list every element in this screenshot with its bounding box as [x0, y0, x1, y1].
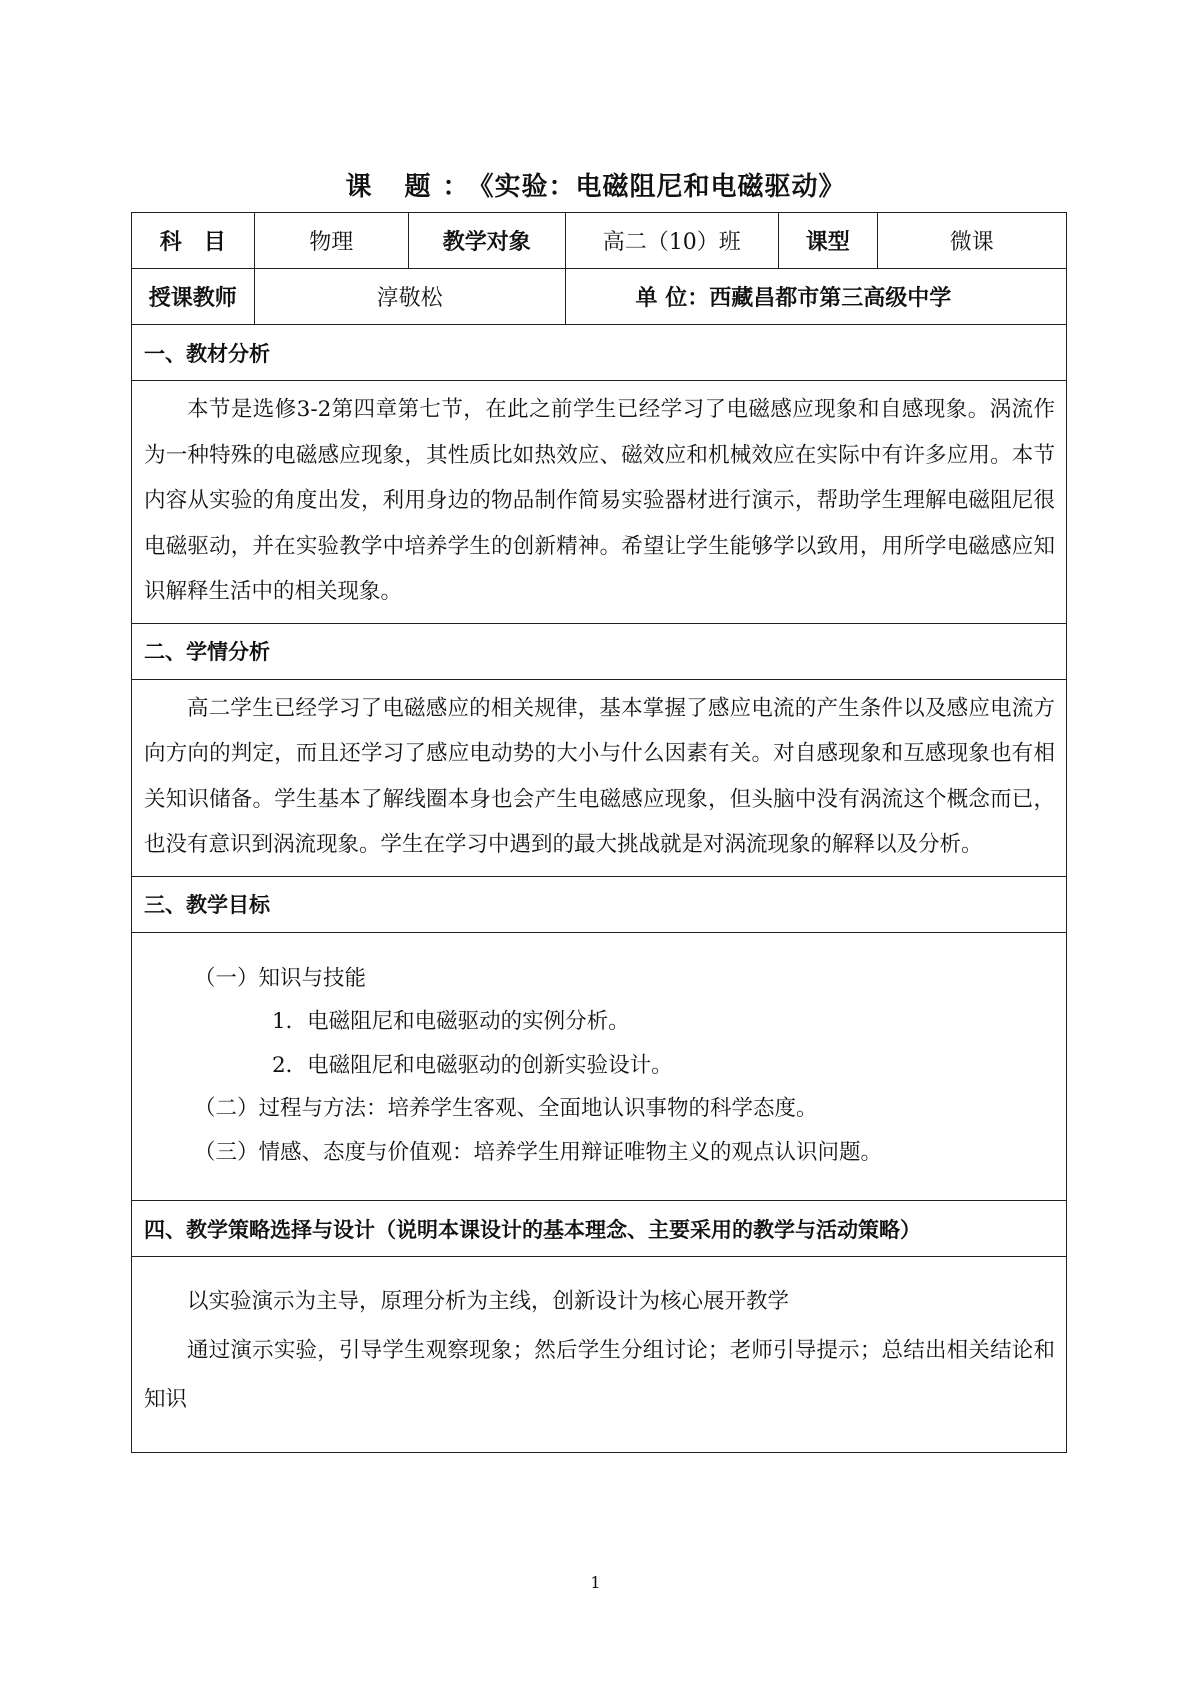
subject-value: 物理 [254, 213, 408, 269]
lesson-plan-table [131, 212, 1067, 1453]
page-number: 1 [590, 1573, 601, 1592]
page-title [0, 166, 1191, 203]
objective-item: 2．电磁阻尼和电磁驱动的创新实验设计。 [272, 1052, 673, 1078]
audience-label: 教学对象 [408, 213, 565, 269]
info-row-2 [132, 269, 1067, 325]
type-label: 课型 [779, 213, 878, 269]
strategy-line: 通过演示实验，引导学生观察现象；然后学生分组讨论；老师引导提示；总结出相关结论和知识 [144, 1338, 1055, 1412]
section-4-header [132, 1201, 1067, 1257]
title-label: 课 题： [345, 172, 481, 202]
section-1-content [132, 381, 1067, 624]
section-1-title: 一、教材分析 [132, 325, 1067, 381]
section-2-title: 二、学情分析 [132, 623, 1067, 679]
subject-label: 科 目 [132, 213, 255, 269]
strategy-line: 以实验演示为主导，原理分析为主线，创新设计为核心展开教学 [187, 1289, 790, 1314]
section-2-header [132, 623, 1067, 679]
section-3-header [132, 876, 1067, 932]
section-4-title: 四、教学策略选择与设计（说明本课设计的基本理念、主要采用的教学与活动策略） [132, 1201, 1067, 1257]
section-1-body: 本节是选修3-2第四章第七节，在此之前学生已经学习了电磁感应现象和自感现象。涡流作为一种特殊的电磁感应现象，其性质比如热效应、磁效应和机械效应在实际中有许多应用。本节内容从实验的角度出发，利用身边的物品制作简易实验器材进行演示，帮助学生理解电磁阻尼很电磁驱动，并在实验教学中培养学生的创新精神。希望让学生能够学以致用，用所学电磁感应知识解释生活中的相关现象。 [144, 397, 1055, 604]
title-text: 《实验：电磁阻尼和电磁驱动》 [480, 172, 846, 202]
section-4-content [132, 1257, 1067, 1453]
section-3-title: 三、教学目标 [132, 876, 1067, 932]
section-2-content [132, 679, 1067, 876]
section-1-header [132, 325, 1067, 381]
unit-text: 单 位：西藏昌都市第三高级中学 [565, 269, 1066, 325]
type-value: 微课 [877, 213, 1066, 269]
info-row-1 [132, 213, 1067, 269]
teacher-label: 授课教师 [132, 269, 255, 325]
section-3-content [132, 932, 1067, 1201]
objective-item: （三）情感、态度与价值观：培养学生用辩证唯物主义的观点认识问题。 [194, 1139, 883, 1165]
teacher-value: 淳敬松 [254, 269, 565, 325]
section-2-body: 高二学生已经学习了电磁感应的相关规律，基本掌握了感应电流的产生条件以及感应电流方向方向的判定，而且还学习了感应电动势的大小与什么因素有关。对自感现象和互感现象也有相关知识储备。学生基本了解线圈本身也会产生电磁感应现象，但头脑中没有涡流这个概念而已，也没有意识到涡流现象。学生在学习中遇到的最大挑战就是对涡流现象的解释以及分析。 [144, 695, 1055, 857]
objective-item: 1．电磁阻尼和电磁驱动的实例分析。 [272, 1009, 630, 1034]
objective-item: （一）知识与技能 [194, 965, 367, 991]
audience-value: 高二（10）班 [565, 213, 778, 269]
objective-item: （二）过程与方法：培养学生客观、全面地认识事物的科学态度。 [194, 1096, 818, 1121]
